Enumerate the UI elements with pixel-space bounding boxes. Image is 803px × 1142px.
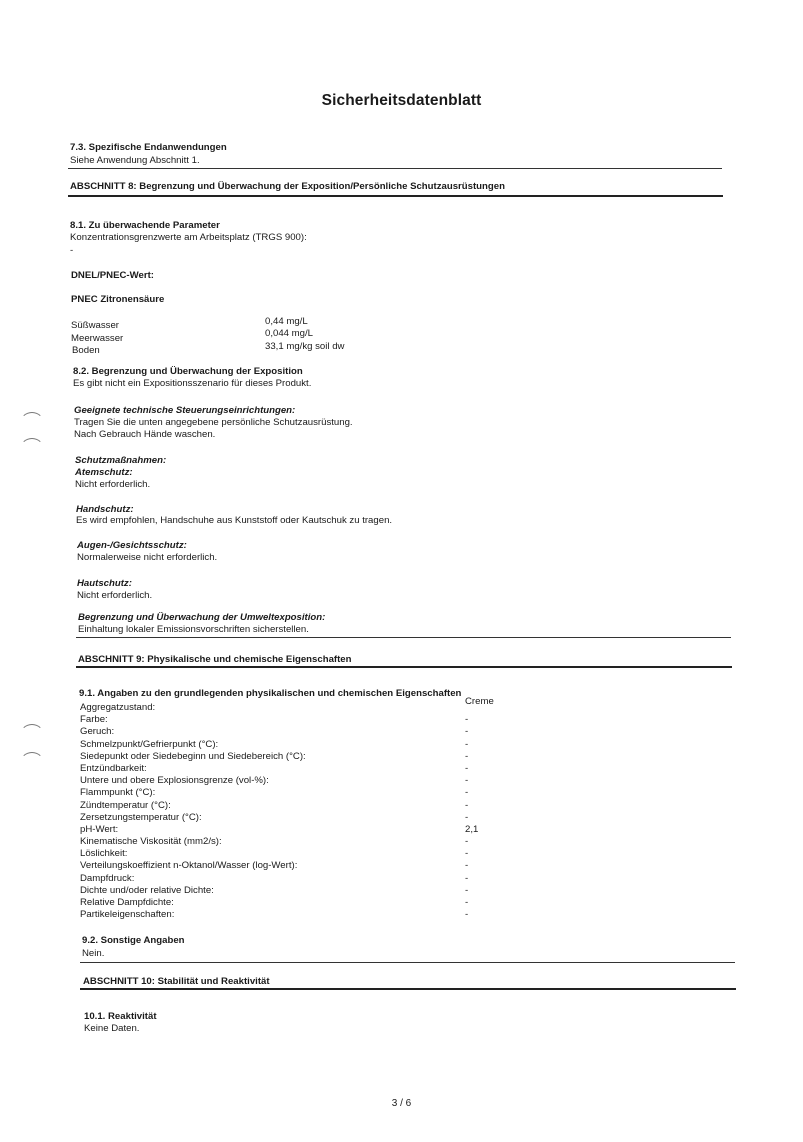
text-8-1-dash: - <box>70 245 74 256</box>
property-row: Entzündbarkeit: - <box>80 762 469 774</box>
document-title: Sicherheitsdatenblatt <box>321 92 482 109</box>
divider <box>76 637 731 638</box>
heading-10-1: 10.1. Reaktivität <box>84 1011 157 1022</box>
property-row: Untere und obere Explosionsgrenze (vol-%): - <box>80 775 469 787</box>
heading-8-2: 8.2. Begrenzung und Überwachung der Exposition <box>73 366 303 377</box>
punch-hole-mark <box>20 412 44 423</box>
heading-7-3: 7.3. Spezifische Endanwendungen <box>70 142 227 153</box>
property-row: Relative Dampfdichte: - <box>80 897 469 908</box>
text-7-3: Siehe Anwendung Abschnitt 1. <box>70 155 200 166</box>
property-row: Aggregatzustand: Creme <box>80 696 494 713</box>
skin-protection-heading: Hautschutz: <box>77 578 132 589</box>
divider <box>68 168 722 169</box>
respiratory-heading: Atemschutz: <box>75 467 133 478</box>
property-row: Löslichkeit: - <box>80 848 469 860</box>
property-row: Flammpunkt (°C): - <box>80 787 469 799</box>
property-row: pH-Wert: 2,1 <box>80 823 479 835</box>
protective-measures-heading: Schutzmaßnahmen: <box>75 455 167 466</box>
eye-protection-text: Normalerweise nicht erforderlich. <box>77 552 218 563</box>
property-row: Siedepunkt oder Siedebeginn und Siedebereich (°C): - <box>80 750 469 762</box>
divider <box>80 988 736 990</box>
hand-protection-heading: Handschutz: <box>76 504 134 515</box>
property-row: Farbe: - <box>80 714 469 726</box>
divider <box>76 666 732 668</box>
punch-hole-mark <box>20 438 44 449</box>
text-9-2: Nein. <box>82 948 105 959</box>
respiratory-text: Nicht erforderlich. <box>75 479 151 490</box>
property-row: Kinematische Viskosität (mm2/s): - <box>80 836 469 848</box>
property-row: Verteilungskoeffizient n-Oktanol/Wasser (log-Wert): - <box>80 860 469 872</box>
property-row: Dichte und/oder relative Dichte: - <box>80 884 469 896</box>
skin-protection-text: Nicht erforderlich. <box>77 590 153 601</box>
divider <box>80 962 735 963</box>
text-8-2: Es gibt nicht ein Expositionsszenario für dieses Produkt. <box>73 378 312 389</box>
pnec-heading: PNEC Zitronensäure <box>71 294 165 305</box>
heading-9-1: 9.1. Angaben zu den grundlegenden physikalischen und chemischen Eigenschaften <box>79 688 462 699</box>
text-8-1: Konzentrationsgrenzwerte am Arbeitsplatz (TRGS 900): <box>70 232 307 243</box>
divider <box>68 195 723 197</box>
punch-hole-mark <box>20 752 44 763</box>
environmental-text: Einhaltung lokaler Emissionsvorschriften sicherstellen. <box>78 624 309 635</box>
tech-controls-heading: Geeignete technische Steuerungseinrichtungen: <box>74 405 296 416</box>
property-row <box>80 921 500 933</box>
tech-controls-line-1: Tragen Sie die unten angegebene persönliche Schutzausrüstung. <box>74 417 353 428</box>
page-number: 3 / 6 <box>391 1098 412 1109</box>
text-10-1: Keine Daten. <box>84 1023 140 1034</box>
dnel-pnec-heading: DNEL/PNEC-Wert: <box>71 270 154 281</box>
property-list <box>80 696 500 934</box>
environmental-heading: Begrenzung und Überwachung der Umweltexposition: <box>78 612 326 623</box>
pnec-label-1: Meerwasser <box>71 333 124 344</box>
tech-controls-line-2: Nach Gebrauch Hände waschen. <box>74 429 216 440</box>
hand-protection-text: Es wird empfohlen, Handschuhe aus Kunststoff oder Kautschuk zu tragen. <box>76 515 393 526</box>
property-row: Zündtemperatur (°C): - <box>80 799 469 811</box>
pnec-label-0: Süßwasser <box>71 320 119 331</box>
heading-9-2: 9.2. Sonstige Angaben <box>82 935 185 946</box>
pnec-value-2: 33,1 mg/kg soil dw <box>265 341 345 352</box>
section-10-header: ABSCHNITT 10: Stabilität und Reaktivität <box>83 976 270 987</box>
property-row: Partikeleigenschaften: - <box>80 909 469 921</box>
punch-hole-mark <box>20 724 44 735</box>
section-8-header: ABSCHNITT 8: Begrenzung und Überwachung der Exposition/Persönliche Schutzausrüstungen <box>70 181 505 192</box>
property-row: Dampfdruck: - <box>80 872 469 884</box>
property-row: Schmelzpunkt/Gefrierpunkt (°C): - <box>80 738 469 750</box>
section-9-header: ABSCHNITT 9: Physikalische und chemische Eigenschaften <box>78 654 352 665</box>
eye-protection-heading: Augen-/Gesichtsschutz: <box>77 540 187 551</box>
heading-8-1: 8.1. Zu überwachende Parameter <box>70 220 220 231</box>
property-row: Zersetzungstemperatur (°C): - <box>80 811 469 823</box>
pnec-label-2: Boden <box>72 345 100 356</box>
pnec-value-1: 0,044 mg/L <box>265 328 314 339</box>
pnec-value-0: 0,44 mg/L <box>265 316 308 327</box>
property-row: Geruch: - <box>80 726 469 738</box>
